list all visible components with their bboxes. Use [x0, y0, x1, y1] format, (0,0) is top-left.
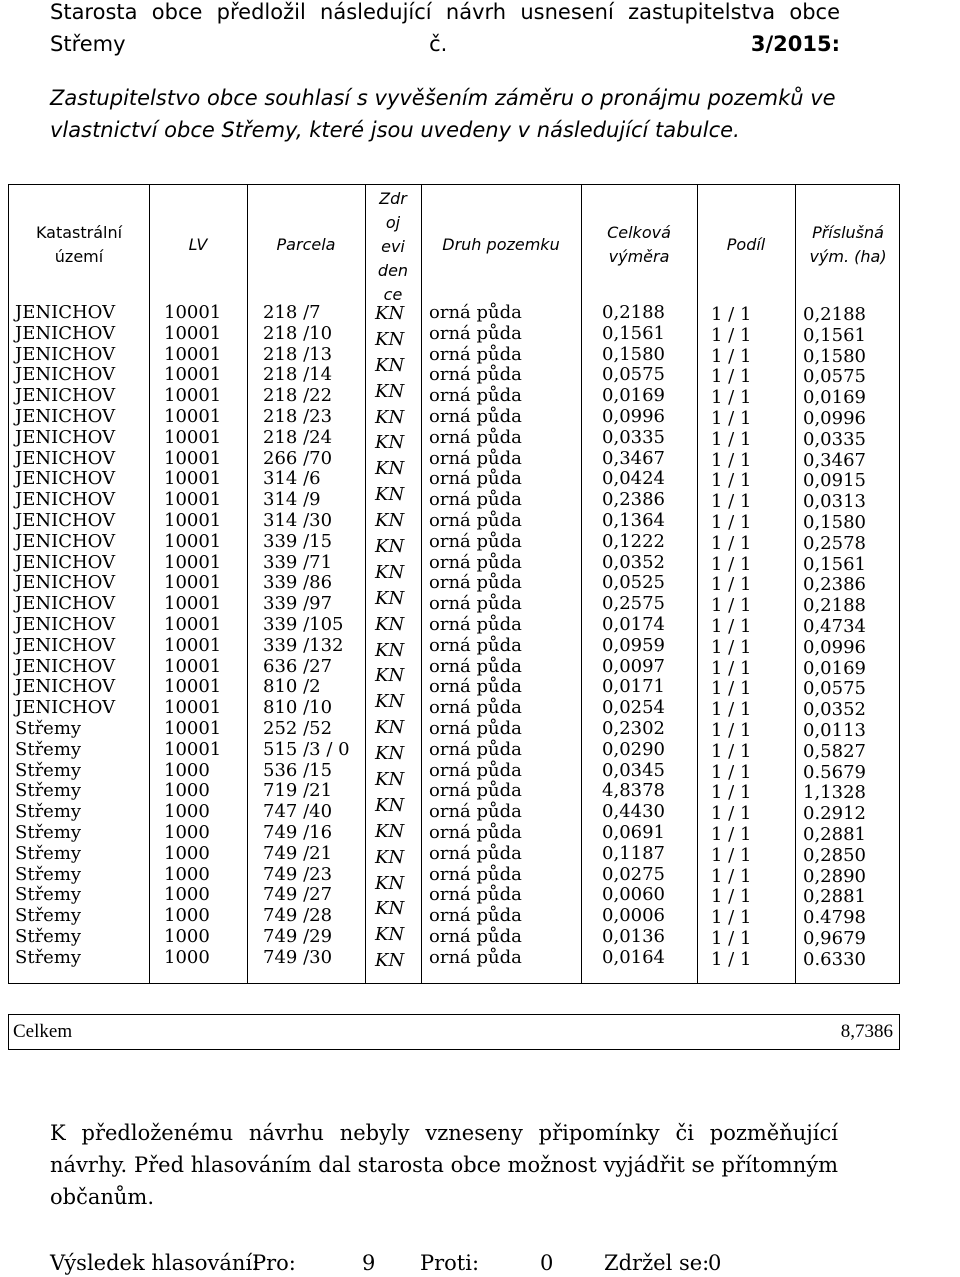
cell-druh-pozemku: orná půda	[429, 530, 522, 552]
cell-podil: 1 / 1	[711, 304, 752, 325]
cell-druh-pozemku: orná půda	[429, 302, 522, 323]
cell-podil: 1 / 1	[711, 948, 752, 970]
column-divider	[149, 185, 150, 983]
column-prislusna-vymera	[803, 305, 866, 971]
cell-prislusna-vymera: 0,9679	[803, 927, 866, 949]
cell-lv: 10001	[164, 572, 222, 594]
vote-proti-label: Proti:	[420, 1251, 480, 1275]
cell-katastralni-uzemi: JENICHOV	[15, 302, 116, 323]
column-divider	[795, 185, 796, 983]
cell-celkova-vymera: 0,1561	[602, 322, 665, 344]
cell-druh-pozemku: orná půda	[429, 447, 522, 469]
cell-katastralni-uzemi: Střemy	[15, 780, 82, 802]
cell-prislusna-vymera: 0,3467	[803, 449, 866, 471]
cell-zdroj: KN	[375, 380, 405, 402]
cell-druh-pozemku: orná půda	[429, 551, 522, 573]
cell-podil: 1 / 1	[711, 470, 752, 492]
intro-line-1: Starosta obce předložil následující návrh usnesení zastupitelstva obce	[50, 0, 840, 24]
cell-druh-pozemku: orná půda	[429, 801, 522, 823]
cell-druh-pozemku: orná půda	[429, 364, 522, 386]
total-label: Celkem	[13, 1021, 73, 1042]
cell-lv: 1000	[164, 821, 210, 843]
cell-druh-pozemku: orná půda	[429, 322, 522, 344]
cell-prislusna-vymera: 0.4798	[803, 907, 866, 929]
cell-parcela: 218 /13	[263, 343, 333, 365]
cell-prislusna-vymera: 0,2188	[803, 595, 866, 617]
cell-prislusna-vymera: 0,0575	[803, 678, 866, 700]
cell-lv: 10001	[164, 697, 222, 719]
cell-podil: 1 / 1	[711, 407, 752, 429]
vote-pro-value: 9	[362, 1251, 376, 1275]
cell-celkova-vymera: 0,0575	[602, 364, 665, 386]
cell-podil: 1 / 1	[711, 803, 752, 825]
cell-lv: 10001	[164, 468, 222, 490]
cell-celkova-vymera: 0,0060	[602, 884, 665, 906]
cell-lv: 10001	[164, 530, 222, 552]
cell-prislusna-vymera: 0,1580	[803, 511, 866, 533]
cell-prislusna-vymera: 0.5679	[803, 761, 866, 783]
outro-paragraph: K předloženému návrhu nebyly vzneseny připomínky či pozměňující návrhy. Před hlasováním dal starosta obce možnost vyjádřit se přítomným občanům.	[50, 1121, 838, 1209]
cell-druh-pozemku: orná půda	[429, 925, 522, 947]
cell-katastralni-uzemi: JENICHOV	[15, 697, 116, 719]
cell-katastralni-uzemi: JENICHOV	[15, 676, 116, 698]
column-zdroj	[375, 301, 404, 974]
cell-zdroj: KN	[375, 354, 405, 376]
cell-prislusna-vymera: 0,2881	[803, 886, 866, 908]
cell-lv: 1000	[164, 905, 210, 927]
cell-celkova-vymera: 0,2386	[602, 489, 665, 511]
vote-pro-label: Pro:	[252, 1251, 296, 1275]
cell-parcela: 810 /10	[263, 697, 333, 719]
cell-parcela: 218 /14	[263, 364, 333, 386]
cell-parcela: 339 /71	[263, 551, 333, 573]
cell-podil: 1 / 1	[711, 491, 752, 513]
cell-celkova-vymera: 0,0136	[602, 925, 665, 947]
cell-parcela: 810 /2	[263, 676, 321, 698]
cell-katastralni-uzemi: Střemy	[15, 717, 82, 739]
cell-celkova-vymera: 0,1222	[602, 530, 665, 552]
land-table	[8, 184, 900, 984]
cell-podil: 1 / 1	[711, 823, 752, 845]
cell-prislusna-vymera: 0,0169	[803, 387, 866, 409]
cell-druh-pozemku: orná půda	[429, 593, 522, 615]
cell-celkova-vymera: 0,0174	[602, 613, 665, 635]
cell-katastralni-uzemi: JENICHOV	[15, 405, 116, 427]
cell-podil: 1 / 1	[711, 886, 752, 908]
intro-paragraph	[50, 0, 840, 60]
cell-lv: 1000	[164, 801, 210, 823]
cell-druh-pozemku: orná půda	[429, 821, 522, 843]
cell-lv: 1000	[164, 759, 210, 781]
cell-druh-pozemku: orná půda	[429, 780, 522, 802]
cell-celkova-vymera: 0,0352	[602, 551, 665, 573]
column-parcela	[263, 303, 350, 969]
cell-celkova-vymera: 0,0525	[602, 572, 665, 594]
intro-line-1-cont: Střemy č.	[50, 32, 751, 56]
header-druh-pozemku: Druh pozemku	[442, 235, 560, 254]
vote-result-label: Výsledek hlasování:	[50, 1251, 260, 1275]
cell-parcela: 719 /21	[263, 780, 333, 802]
cell-zdroj: KN	[375, 484, 405, 506]
cell-prislusna-vymera: 0,2386	[803, 574, 866, 596]
cell-celkova-vymera: 0,4430	[602, 801, 665, 823]
cell-katastralni-uzemi: Střemy	[15, 801, 82, 823]
cell-lv: 1000	[164, 925, 210, 947]
cell-zdroj: KN	[375, 561, 405, 583]
cell-celkova-vymera: 4,8378	[602, 780, 665, 802]
cell-podil: 1 / 1	[711, 719, 752, 741]
cell-podil: 1 / 1	[711, 615, 752, 637]
cell-parcela: 314 /6	[263, 468, 321, 490]
cell-zdroj: KN	[375, 872, 405, 894]
cell-katastralni-uzemi: JENICHOV	[15, 509, 116, 531]
cell-druh-pozemku: orná půda	[429, 509, 522, 531]
cell-zdroj: KN	[375, 303, 405, 324]
cell-podil: 1 / 1	[711, 844, 752, 866]
cell-lv: 1000	[164, 863, 210, 885]
cell-katastralni-uzemi: JENICHOV	[15, 385, 116, 407]
cell-druh-pozemku: orná půda	[429, 676, 522, 698]
cell-prislusna-vymera: 0,1561	[803, 553, 866, 575]
cell-prislusna-vymera: 0,1561	[803, 324, 866, 346]
header-parcela: Parcela	[276, 235, 336, 254]
column-divider	[421, 185, 422, 983]
cell-zdroj: KN	[375, 432, 405, 454]
total-value: 8,7386	[840, 1021, 893, 1042]
cell-katastralni-uzemi: JENICHOV	[15, 489, 116, 511]
cell-zdroj: KN	[375, 510, 405, 532]
cell-celkova-vymera: 0,0164	[602, 946, 665, 968]
cell-podil: 1 / 1	[711, 366, 752, 388]
cell-celkova-vymera: 0,2302	[602, 717, 665, 739]
cell-katastralni-uzemi: Střemy	[15, 842, 82, 864]
cell-katastralni-uzemi: JENICHOV	[15, 426, 116, 448]
cell-lv: 10001	[164, 509, 222, 531]
vote-zdrzel-value: 0	[708, 1251, 722, 1275]
cell-druh-pozemku: orná půda	[429, 405, 522, 427]
cell-katastralni-uzemi: JENICHOV	[15, 655, 116, 677]
cell-zdroj: KN	[375, 458, 405, 480]
cell-zdroj: KN	[375, 587, 405, 609]
cell-podil: 1 / 1	[711, 782, 752, 804]
cell-prislusna-vymera: 0,0335	[803, 428, 866, 450]
cell-zdroj: KN	[375, 536, 405, 558]
cell-lv: 10001	[164, 717, 222, 739]
cell-celkova-vymera: 0,0254	[602, 697, 665, 719]
cell-celkova-vymera: 0,0959	[602, 634, 665, 656]
cell-prislusna-vymera: 0.2912	[803, 803, 866, 825]
column-divider	[247, 185, 248, 983]
cell-katastralni-uzemi: JENICHOV	[15, 530, 116, 552]
header-katastralni-uzemi: Katastrální území	[35, 223, 123, 266]
cell-podil: 1 / 1	[711, 927, 752, 949]
cell-druh-pozemku: orná půda	[429, 905, 522, 927]
cell-parcela: 314 /30	[263, 509, 333, 531]
cell-zdroj: KN	[375, 328, 405, 350]
cell-celkova-vymera: 0,3467	[602, 447, 665, 469]
cell-katastralni-uzemi: Střemy	[15, 925, 82, 947]
cell-podil: 1 / 1	[711, 699, 752, 721]
cell-prislusna-vymera: 0,2881	[803, 823, 866, 845]
cell-druh-pozemku: orná půda	[429, 426, 522, 448]
cell-druh-pozemku: orná půda	[429, 343, 522, 365]
cell-lv: 10001	[164, 405, 222, 427]
cell-celkova-vymera: 0,0345	[602, 759, 665, 781]
cell-podil: 1 / 1	[711, 449, 752, 471]
cell-druh-pozemku: orná půda	[429, 655, 522, 677]
cell-druh-pozemku: orná půda	[429, 572, 522, 594]
cell-prislusna-vymera: 0,0169	[803, 657, 866, 679]
cell-podil: 1 / 1	[711, 657, 752, 679]
cell-celkova-vymera: 0,1364	[602, 509, 665, 531]
cell-lv: 10001	[164, 426, 222, 448]
cell-lv: 10001	[164, 738, 222, 760]
cell-prislusna-vymera: 0,0915	[803, 470, 866, 492]
cell-druh-pozemku: orná půda	[429, 634, 522, 656]
cell-zdroj: KN	[375, 846, 405, 868]
cell-zdroj: KN	[375, 717, 405, 739]
cell-parcela: 218 /22	[263, 385, 333, 407]
cell-celkova-vymera: 0,0290	[602, 738, 665, 760]
cell-podil: 1 / 1	[711, 595, 752, 617]
cell-prislusna-vymera: 0,5827	[803, 740, 866, 762]
vote-proti-value: 0	[540, 1251, 554, 1275]
header-zdroj-evidence: Zdr oj evi den ce	[377, 189, 409, 304]
cell-parcela: 747 /40	[263, 801, 333, 823]
cell-druh-pozemku: orná půda	[429, 759, 522, 781]
cell-parcela: 339 /105	[263, 613, 344, 635]
cell-celkova-vymera: 0,0996	[602, 405, 665, 427]
cell-lv: 1000	[164, 842, 210, 864]
cell-lv: 10001	[164, 593, 222, 615]
cell-parcela: 749 /27	[263, 884, 333, 906]
cell-celkova-vymera: 0,2575	[602, 593, 665, 615]
resolution-number: 3/2015:	[750, 32, 840, 56]
cell-zdroj: KN	[375, 924, 405, 946]
cell-prislusna-vymera: 0,4734	[803, 615, 866, 637]
cell-celkova-vymera: 0,1187	[602, 842, 665, 864]
cell-celkova-vymera: 0,0691	[602, 821, 665, 843]
cell-parcela: 339 /86	[263, 572, 333, 594]
column-celkova-vymera	[581, 303, 665, 969]
cell-lv: 1000	[164, 780, 210, 802]
cell-druh-pozemku: orná půda	[429, 717, 522, 739]
cell-prislusna-vymera: 0,2890	[803, 865, 866, 887]
column-podil	[711, 305, 751, 971]
cell-podil: 1 / 1	[711, 511, 752, 533]
cell-zdroj: KN	[375, 794, 405, 816]
cell-prislusna-vymera: 0.6330	[803, 948, 866, 970]
cell-podil: 1 / 1	[711, 636, 752, 658]
cell-podil: 1 / 1	[711, 387, 752, 409]
cell-prislusna-vymera: 0,0996	[803, 636, 866, 658]
cell-podil: 1 / 1	[711, 678, 752, 700]
cell-parcela: 218 /7	[263, 302, 321, 323]
cell-zdroj: KN	[375, 820, 405, 842]
cell-celkova-vymera: 0,0169	[602, 385, 665, 407]
cell-katastralni-uzemi: Střemy	[15, 821, 82, 843]
column-divider	[697, 185, 698, 983]
cell-celkova-vymera: 0,1580	[602, 343, 665, 365]
cell-druh-pozemku: orná půda	[429, 613, 522, 635]
cell-podil: 1 / 1	[711, 324, 752, 346]
cell-podil: 1 / 1	[711, 907, 752, 929]
cell-lv: 10001	[164, 302, 222, 323]
cell-katastralni-uzemi: Střemy	[15, 884, 82, 906]
cell-prislusna-vymera: 0,0575	[803, 366, 866, 388]
cell-parcela: 749 /29	[263, 925, 333, 947]
cell-lv: 10001	[164, 364, 222, 386]
cell-lv: 10001	[164, 322, 222, 344]
cell-zdroj: KN	[375, 743, 405, 765]
cell-druh-pozemku: orná půda	[429, 884, 522, 906]
cell-katastralni-uzemi: Střemy	[15, 863, 82, 885]
cell-druh-pozemku: orná půda	[429, 863, 522, 885]
cell-katastralni-uzemi: JENICHOV	[15, 634, 116, 656]
cell-zdroj: KN	[375, 769, 405, 791]
cell-lv: 10001	[164, 655, 222, 677]
vote-zdrzel-label: Zdržel se:	[604, 1251, 710, 1275]
header-lv: LV	[188, 235, 208, 254]
cell-parcela: 749 /28	[263, 905, 333, 927]
cell-prislusna-vymera: 0,2188	[803, 304, 866, 325]
cell-druh-pozemku: orná půda	[429, 738, 522, 760]
cell-lv: 10001	[164, 385, 222, 407]
cell-prislusna-vymera: 0,0996	[803, 407, 866, 429]
total-row	[8, 1014, 900, 1050]
cell-parcela: 515 /3 / 0	[263, 738, 350, 760]
cell-zdroj: KN	[375, 691, 405, 713]
cell-parcela: 339 /97	[263, 593, 333, 615]
cell-podil: 1 / 1	[711, 865, 752, 887]
cell-katastralni-uzemi: JENICHOV	[15, 343, 116, 365]
cell-prislusna-vymera: 0,0352	[803, 699, 866, 721]
cell-prislusna-vymera: 0,2578	[803, 532, 866, 554]
cell-celkova-vymera: 0,0171	[602, 676, 665, 698]
cell-podil: 1 / 1	[711, 761, 752, 783]
cell-druh-pozemku: orná půda	[429, 385, 522, 407]
cell-prislusna-vymera: 1,1328	[803, 782, 866, 804]
cell-katastralni-uzemi: JENICHOV	[15, 468, 116, 490]
column-lv	[164, 303, 221, 969]
cell-zdroj: KN	[375, 406, 405, 428]
cell-katastralni-uzemi: JENICHOV	[15, 364, 116, 386]
intro-resolution-text: Zastupitelstvo obce souhlasí s vyvěšením záměru o pronájmu pozemků ve vlastnictví obce Střemy, které jsou uvedeny v následující tabulce.	[50, 86, 836, 142]
cell-lv: 1000	[164, 884, 210, 906]
cell-podil: 1 / 1	[711, 740, 752, 762]
cell-podil: 1 / 1	[711, 553, 752, 575]
cell-katastralni-uzemi: JENICHOV	[15, 447, 116, 469]
cell-zdroj: KN	[375, 898, 405, 920]
header-celkova-vymera: Celková výměra	[607, 223, 671, 266]
header-podil: Podíl	[726, 235, 766, 254]
cell-lv: 10001	[164, 447, 222, 469]
cell-parcela: 218 /10	[263, 322, 333, 344]
column-druh-pozemku	[429, 303, 522, 969]
cell-druh-pozemku: orná půda	[429, 842, 522, 864]
cell-celkova-vymera: 0,0424	[602, 468, 665, 490]
cell-druh-pozemku: orná půda	[429, 697, 522, 719]
cell-prislusna-vymera: 0,2850	[803, 844, 866, 866]
cell-katastralni-uzemi: Střemy	[15, 946, 82, 968]
cell-katastralni-uzemi: JENICHOV	[15, 572, 116, 594]
cell-parcela: 636 /27	[263, 655, 333, 677]
cell-zdroj: KN	[375, 950, 405, 972]
cell-celkova-vymera: 0,0097	[602, 655, 665, 677]
cell-parcela: 339 /132	[263, 634, 344, 656]
cell-katastralni-uzemi: Střemy	[15, 759, 82, 781]
cell-parcela: 266 /70	[263, 447, 333, 469]
cell-celkova-vymera: 0,0335	[602, 426, 665, 448]
cell-prislusna-vymera: 0,0313	[803, 491, 866, 513]
cell-parcela: 536 /15	[263, 759, 333, 781]
cell-parcela: 252 /52	[263, 717, 333, 739]
cell-katastralni-uzemi: JENICHOV	[15, 551, 116, 573]
cell-podil: 1 / 1	[711, 532, 752, 554]
cell-parcela: 314 /9	[263, 489, 321, 511]
cell-podil: 1 / 1	[711, 428, 752, 450]
cell-parcela: 218 /24	[263, 426, 333, 448]
cell-lv: 1000	[164, 946, 210, 968]
cell-katastralni-uzemi: JENICHOV	[15, 613, 116, 635]
cell-parcela: 749 /21	[263, 842, 333, 864]
cell-lv: 10001	[164, 634, 222, 656]
cell-druh-pozemku: orná půda	[429, 489, 522, 511]
cell-prislusna-vymera: 0,0113	[803, 719, 866, 741]
cell-zdroj: KN	[375, 613, 405, 635]
cell-celkova-vymera: 0,2188	[602, 302, 665, 323]
cell-zdroj: KN	[375, 639, 405, 661]
cell-lv: 10001	[164, 676, 222, 698]
cell-katastralni-uzemi: JENICHOV	[15, 322, 116, 344]
cell-celkova-vymera: 0,0275	[602, 863, 665, 885]
cell-druh-pozemku: orná půda	[429, 468, 522, 490]
cell-parcela: 749 /16	[263, 821, 333, 843]
cell-katastralni-uzemi: JENICHOV	[15, 593, 116, 615]
cell-parcela: 339 /15	[263, 530, 333, 552]
cell-prislusna-vymera: 0,1580	[803, 345, 866, 367]
cell-podil: 1 / 1	[711, 574, 752, 596]
cell-lv: 10001	[164, 551, 222, 573]
cell-katastralni-uzemi: Střemy	[15, 905, 82, 927]
cell-parcela: 218 /23	[263, 405, 333, 427]
cell-lv: 10001	[164, 343, 222, 365]
cell-parcela: 749 /30	[263, 946, 333, 968]
cell-katastralni-uzemi: Střemy	[15, 738, 82, 760]
cell-lv: 10001	[164, 489, 222, 511]
cell-parcela: 749 /23	[263, 863, 333, 885]
header-prislusna-vymera: Příslušná vým. (ha)	[809, 223, 887, 266]
column-katastralni-uzemi	[15, 303, 115, 969]
cell-lv: 10001	[164, 613, 222, 635]
cell-zdroj: KN	[375, 665, 405, 687]
cell-podil: 1 / 1	[711, 345, 752, 367]
cell-celkova-vymera: 0,0006	[602, 905, 665, 927]
cell-druh-pozemku: orná půda	[429, 946, 522, 968]
